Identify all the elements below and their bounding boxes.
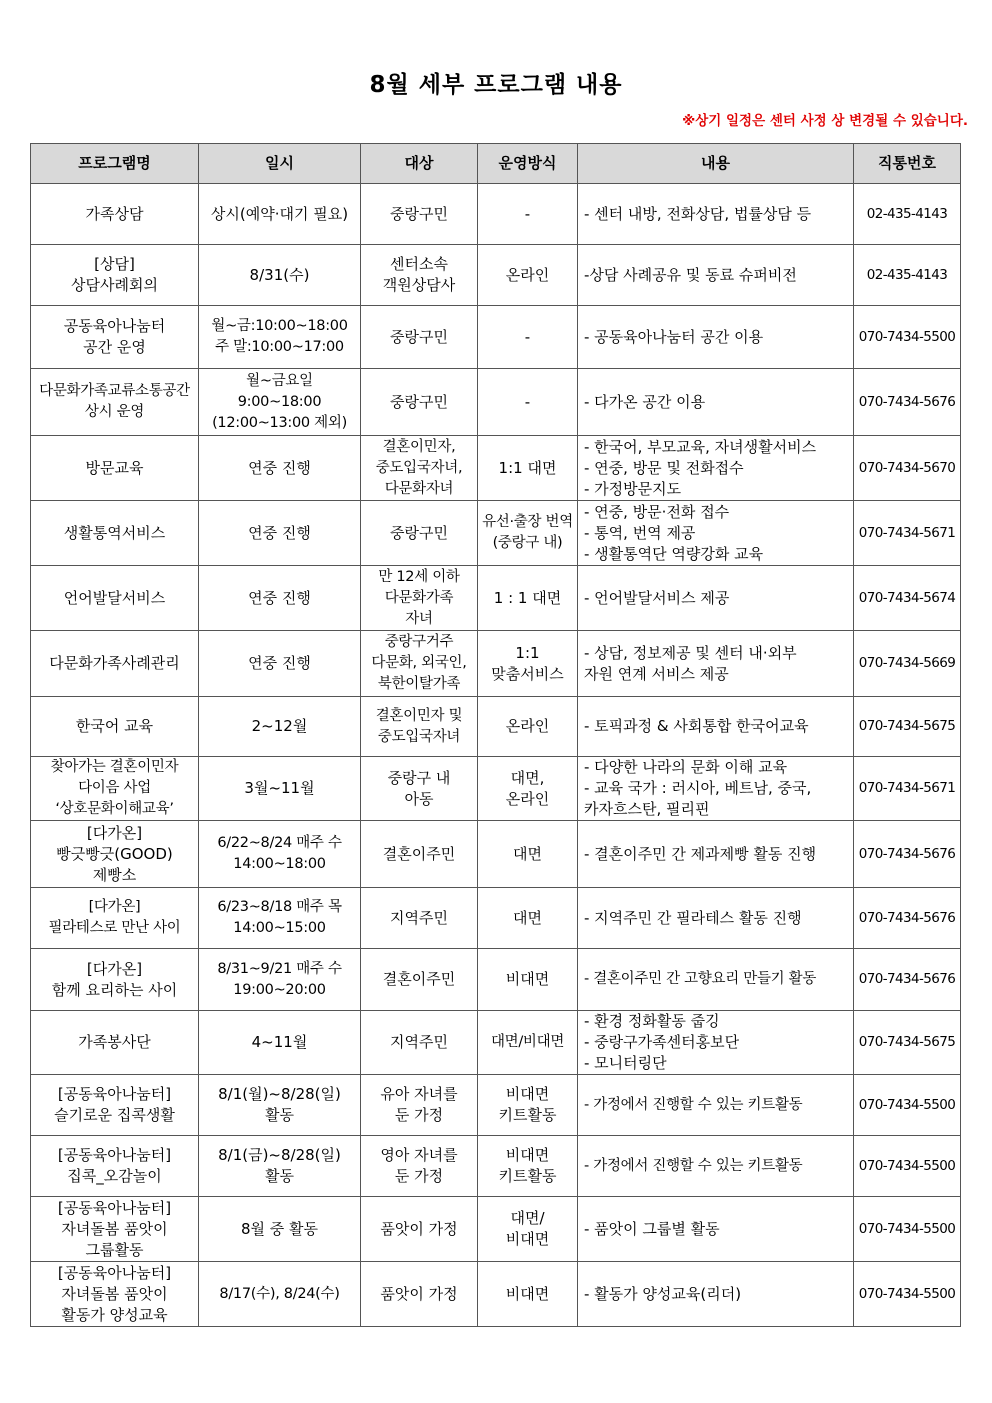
date-cell: 8/17(수), 8/24(수) [199,1262,361,1327]
header-content: 내용 [578,144,854,184]
program-name-cell: [다가온] 함께 요리하는 사이 [31,949,199,1011]
date-cell: 연중 진행 [199,436,361,501]
phone-cell: 070-7434-5676 [854,369,961,436]
program-name-cell: 방문교육 [31,436,199,501]
content-cell: - 가정에서 진행할 수 있는 키트활동 [578,1075,854,1136]
target-cell: 중랑구 내 아동 [361,757,478,821]
target-cell: 중랑구민 [361,306,478,369]
date-cell: 8월 중 활동 [199,1197,361,1262]
table-row [31,245,961,306]
program-name-cell: [공동육아나눔터] 슬기로운 집콕생활 [31,1075,199,1136]
content-cell: - 활동가 양성교육(리더) [578,1262,854,1327]
date-cell: 연중 진행 [199,566,361,631]
phone-cell: 070-7434-5676 [854,949,961,1011]
content-cell: - 다양한 나라의 문화 이해 교육 - 교육 국가 : 러시아, 베트남, 중국, 카자흐스탄, 필리핀 [578,757,854,821]
program-table [30,143,961,1327]
phone-cell: 070-7434-5500 [854,306,961,369]
table-header-row [31,144,961,184]
table-row [31,757,961,821]
method-cell: 대면 [478,888,578,949]
content-cell: - 환경 정화활동 줍깅 - 중랑구가족센터홍보단 - 모니터링단 [578,1011,854,1075]
content-cell: - 언어발달서비스 제공 [578,566,854,631]
content-cell: - 토픽과정 & 사회통합 한국어교육 [578,697,854,757]
target-cell: 결혼이민자, 중도입국자녀, 다문화자녀 [361,436,478,501]
date-cell: 월~금:10:00~18:00 주 말:10:00~17:00 [199,306,361,369]
content-cell: - 센터 내방, 전화상담, 법률상담 등 [578,184,854,245]
table-row [31,436,961,501]
content-cell: - 한국어, 부모교육, 자녀생활서비스 - 연중, 방문 및 전화접수 - 가정방문지도 [578,436,854,501]
method-cell: 비대면 키트활동 [478,1136,578,1197]
content-cell: - 가정에서 진행할 수 있는 키트활동 [578,1136,854,1197]
target-cell: 결혼이주민 [361,821,478,888]
date-cell: 6/23~8/18 매주 목 14:00~15:00 [199,888,361,949]
table-row [31,949,961,1011]
target-cell: 결혼이민자 및 중도입국자녀 [361,697,478,757]
date-cell: 8/31(수) [199,245,361,306]
table-row [31,501,961,566]
program-name-cell: 다문화가족사례관리 [31,631,199,697]
content-cell: - 결혼이주민 간 제과제빵 활동 진행 [578,821,854,888]
phone-cell: 070-7434-5675 [854,697,961,757]
date-cell: 8/1(월)~8/28(일) 활동 [199,1075,361,1136]
program-name-cell: [공동육아나눔터] 집콕_오감놀이 [31,1136,199,1197]
method-cell: 1:1 맞춤서비스 [478,631,578,697]
program-name-cell: 다문화가족교류소통공간 상시 운영 [31,369,199,436]
target-cell: 센터소속 객원상담사 [361,245,478,306]
method-cell: 1:1 대면 [478,436,578,501]
date-cell: 4~11월 [199,1011,361,1075]
program-name-cell: 공동육아나눔터 공간 운영 [31,306,199,369]
method-cell: 온라인 [478,697,578,757]
table-row [31,369,961,436]
phone-cell: 070-7434-5676 [854,821,961,888]
table-row [31,821,961,888]
date-cell: 8/1(금)~8/28(일) 활동 [199,1136,361,1197]
target-cell: 결혼이주민 [361,949,478,1011]
table-row [31,888,961,949]
table-row [31,631,961,697]
phone-cell: 02-435-4143 [854,245,961,306]
phone-cell: 070-7434-5500 [854,1075,961,1136]
header-method: 운영방식 [478,144,578,184]
method-cell: 유선·출장 번역 (중랑구 내) [478,501,578,566]
program-name-cell: [다가온] 필라테스로 만난 사이 [31,888,199,949]
content-cell: - 연중, 방문·전화 접수 - 통역, 번역 제공 - 생활통역단 역량강화 교육 [578,501,854,566]
header-target: 대상 [361,144,478,184]
date-cell: 8/31~9/21 매주 수 19:00~20:00 [199,949,361,1011]
content-cell: - 결혼이주민 간 고향요리 만들기 활동 [578,949,854,1011]
phone-cell: 070-7434-5675 [854,1011,961,1075]
phone-cell: 070-7434-5500 [854,1197,961,1262]
method-cell: 대면/비대면 [478,1011,578,1075]
phone-cell: 02-435-4143 [854,184,961,245]
target-cell: 중랑구민 [361,184,478,245]
target-cell: 품앗이 가정 [361,1262,478,1327]
method-cell: 비대면 [478,949,578,1011]
phone-cell: 070-7434-5676 [854,888,961,949]
phone-cell: 070-7434-5500 [854,1262,961,1327]
method-cell: - [478,369,578,436]
schedule-change-notice: ※상기 일정은 센터 사정 상 변경될 수 있습니다. [682,113,968,129]
program-name-cell: 찾아가는 결혼이민자 다이음 사업 ‘상호문화이해교육’ [31,757,199,821]
method-cell: 온라인 [478,245,578,306]
table-row [31,1075,961,1136]
header-phone: 직통번호 [854,144,961,184]
target-cell: 품앗이 가정 [361,1197,478,1262]
content-cell: - 다가온 공간 이용 [578,369,854,436]
phone-cell: 070-7434-5670 [854,436,961,501]
target-cell: 중랑구거주 다문화, 외국인, 북한이탈가족 [361,631,478,697]
target-cell: 중랑구민 [361,369,478,436]
program-name-cell: 가족봉사단 [31,1011,199,1075]
phone-cell: 070-7434-5671 [854,501,961,566]
program-name-cell: [공동육아나눔터] 자녀돌봄 품앗이 그룹활동 [31,1197,199,1262]
method-cell: 1 : 1 대면 [478,566,578,631]
date-cell: 6/22~8/24 매주 수 14:00~18:00 [199,821,361,888]
program-name-cell: 가족상담 [31,184,199,245]
date-cell: 연중 진행 [199,501,361,566]
date-cell: 2~12월 [199,697,361,757]
table-row [31,306,961,369]
target-cell: 지역주민 [361,888,478,949]
date-cell: 연중 진행 [199,631,361,697]
method-cell: 대면, 온라인 [478,757,578,821]
content-cell: -상담 사례공유 및 동료 슈퍼비전 [578,245,854,306]
method-cell: - [478,184,578,245]
target-cell: 중랑구민 [361,501,478,566]
program-name-cell: [상담] 상담사례회의 [31,245,199,306]
table-row [31,1136,961,1197]
phone-cell: 070-7434-5669 [854,631,961,697]
date-cell: 상시(예약·대기 필요) [199,184,361,245]
table-row [31,184,961,245]
content-cell: - 공동육아나눔터 공간 이용 [578,306,854,369]
program-name-cell: 생활통역서비스 [31,501,199,566]
target-cell: 유아 자녀를 둔 가정 [361,1075,478,1136]
table-row [31,1262,961,1327]
phone-cell: 070-7434-5500 [854,1136,961,1197]
content-cell: - 상담, 정보제공 및 센터 내·외부 자원 연계 서비스 제공 [578,631,854,697]
table-row [31,1011,961,1075]
program-name-cell: [다가온] 빵긋빵긋(GOOD) 제빵소 [31,821,199,888]
content-cell: - 품앗이 그룹별 활동 [578,1197,854,1262]
page-title: 8월 세부 프로그램 내용 [369,72,623,98]
program-name-cell: 언어발달서비스 [31,566,199,631]
phone-cell: 070-7434-5671 [854,757,961,821]
table-row [31,697,961,757]
method-cell: 대면/ 비대면 [478,1197,578,1262]
table-row [31,1197,961,1262]
date-cell: 3월~11월 [199,757,361,821]
method-cell: - [478,306,578,369]
target-cell: 만 12세 이하 다문화가족 자녀 [361,566,478,631]
target-cell: 지역주민 [361,1011,478,1075]
header-date: 일시 [199,144,361,184]
program-name-cell: 한국어 교육 [31,697,199,757]
phone-cell: 070-7434-5674 [854,566,961,631]
method-cell: 비대면 [478,1262,578,1327]
program-name-cell: [공동육아나눔터] 자녀돌봄 품앗이 활동가 양성교육 [31,1262,199,1327]
target-cell: 영아 자녀를 둔 가정 [361,1136,478,1197]
date-cell: 월~금요일 9:00~18:00 (12:00~13:00 제외) [199,369,361,436]
method-cell: 비대면 키트활동 [478,1075,578,1136]
header-program-name: 프로그램명 [31,144,199,184]
content-cell: - 지역주민 간 필라테스 활동 진행 [578,888,854,949]
table-row [31,566,961,631]
method-cell: 대면 [478,821,578,888]
